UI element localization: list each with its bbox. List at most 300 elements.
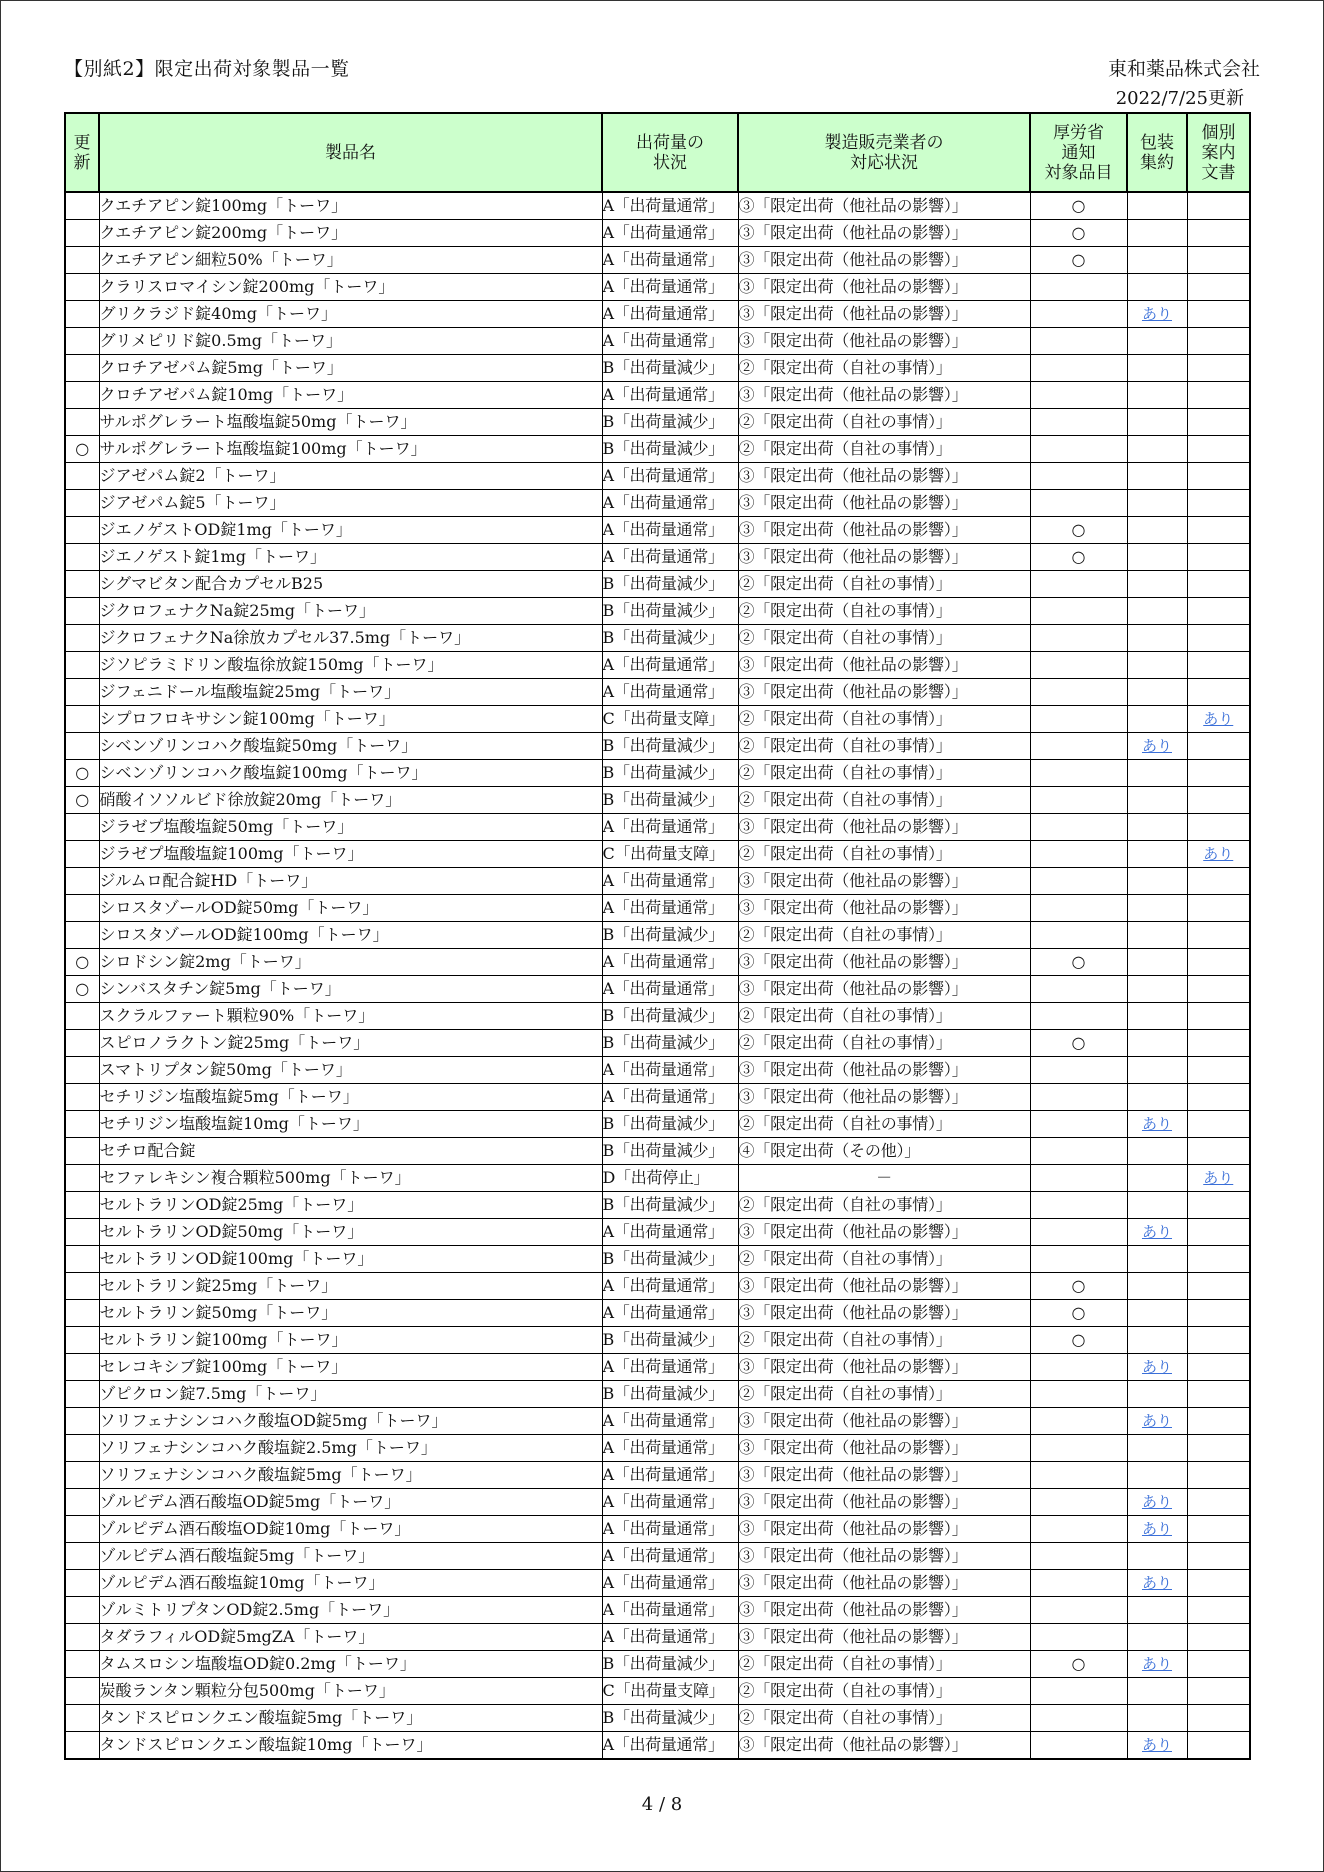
mhlw-target-mark: ○	[1030, 219, 1127, 246]
packaging-consolidation	[1127, 273, 1187, 300]
table-row	[65, 1731, 1250, 1759]
shipment-status: A「出荷量通常」	[602, 1083, 738, 1110]
response-status: ③「限定出荷（他社品の影響）」	[738, 948, 1030, 975]
individual-notice-document	[1187, 1569, 1250, 1596]
response-status: ②「限定出荷（自社の事情）」	[738, 408, 1030, 435]
table-row	[65, 1353, 1250, 1380]
shipment-status: B「出荷量減少」	[602, 1110, 738, 1137]
individual-notice-document	[1187, 894, 1250, 921]
individual-notice-document	[1187, 1407, 1250, 1434]
response-status: ③「限定出荷（他社品の影響）」	[738, 219, 1030, 246]
shipment-status: A「出荷量通常」	[602, 543, 738, 570]
table-row	[65, 1029, 1250, 1056]
packaging-consolidation	[1127, 813, 1187, 840]
individual-notice-document	[1187, 1380, 1250, 1407]
packaging-consolidation-link[interactable]: あり	[1141, 1222, 1172, 1241]
table-row	[65, 300, 1250, 327]
response-status: ③「限定出荷（他社品の影響）」	[738, 246, 1030, 273]
mhlw-target-mark	[1030, 1488, 1127, 1515]
individual-notice-document-link[interactable]: あり	[1203, 1168, 1234, 1187]
update-mark	[65, 219, 99, 246]
packaging-consolidation	[1127, 948, 1187, 975]
packaging-consolidation	[1127, 1731, 1187, 1759]
update-mark	[65, 1191, 99, 1218]
packaging-consolidation	[1127, 1380, 1187, 1407]
product-name: ジラゼプ塩酸塩錠50mg「トーワ」	[99, 813, 602, 840]
response-status: ③「限定出荷（他社品の影響）」	[738, 543, 1030, 570]
packaging-consolidation	[1127, 1245, 1187, 1272]
packaging-consolidation-link[interactable]: あり	[1141, 1114, 1172, 1133]
update-mark	[65, 1272, 99, 1299]
table-row	[65, 894, 1250, 921]
table-row	[65, 192, 1250, 219]
individual-notice-document	[1187, 381, 1250, 408]
mhlw-target-mark	[1030, 435, 1127, 462]
update-mark	[65, 678, 99, 705]
update-mark	[65, 1245, 99, 1272]
individual-notice-document	[1187, 1299, 1250, 1326]
product-name: ゾルピデム酒石酸塩錠10mg「トーワ」	[99, 1569, 602, 1596]
mhlw-target-mark	[1030, 867, 1127, 894]
mhlw-target-mark	[1030, 570, 1127, 597]
product-name: グリクラジド錠40mg「トーワ」	[99, 300, 602, 327]
mhlw-target-mark	[1030, 300, 1127, 327]
update-mark	[65, 1380, 99, 1407]
update-mark	[65, 354, 99, 381]
individual-notice-document	[1187, 1218, 1250, 1245]
header-packaging-line2: 集約	[1140, 152, 1174, 173]
table-row	[65, 786, 1250, 813]
update-mark	[65, 462, 99, 489]
mhlw-target-mark	[1030, 1461, 1127, 1488]
table-row	[65, 1380, 1250, 1407]
mhlw-target-mark	[1030, 1137, 1127, 1164]
product-name: クラリスロマイシン錠200mg「トーワ」	[99, 273, 602, 300]
shipment-status: A「出荷量通常」	[602, 192, 738, 219]
shipment-status: C「出荷量支障」	[602, 840, 738, 867]
shipment-status: B「出荷量減少」	[602, 1029, 738, 1056]
product-name: セチロ配合錠	[99, 1137, 602, 1164]
response-status: ③「限定出荷（他社品の影響）」	[738, 1434, 1030, 1461]
product-name: クエチアピン錠100mg「トーワ」	[99, 192, 602, 219]
individual-notice-document	[1187, 1704, 1250, 1731]
update-mark	[65, 840, 99, 867]
product-name: シプロフロキサシン錠100mg「トーワ」	[99, 705, 602, 732]
table-row	[65, 489, 1250, 516]
table-row	[65, 462, 1250, 489]
table-row	[65, 1164, 1250, 1191]
table-row	[65, 1596, 1250, 1623]
packaging-consolidation	[1127, 435, 1187, 462]
mhlw-target-mark	[1030, 1596, 1127, 1623]
table-row	[65, 408, 1250, 435]
individual-notice-document	[1187, 732, 1250, 759]
header-packaging-line1: 包装	[1140, 132, 1174, 153]
response-status: ②「限定出荷（自社の事情）」	[738, 597, 1030, 624]
update-mark	[65, 1542, 99, 1569]
update-mark	[65, 1218, 99, 1245]
response-status: ②「限定出荷（自社の事情）」	[738, 1704, 1030, 1731]
packaging-consolidation-link[interactable]: あり	[1141, 1735, 1172, 1754]
header-update-line2: 新	[73, 152, 91, 173]
individual-notice-document	[1187, 1056, 1250, 1083]
shipment-status: A「出荷量通常」	[602, 1623, 738, 1650]
mhlw-target-mark	[1030, 678, 1127, 705]
shipment-status: B「出荷量減少」	[602, 1380, 738, 1407]
response-status: ②「限定出荷（自社の事情）」	[738, 435, 1030, 462]
page-number: 4 / 8	[641, 1794, 683, 1815]
shipment-status: A「出荷量通常」	[602, 1299, 738, 1326]
header-mhlw-line1: 厚労省	[1053, 122, 1104, 143]
mhlw-target-mark	[1030, 1191, 1127, 1218]
table-row	[65, 624, 1250, 651]
packaging-consolidation-link[interactable]: あり	[1141, 1492, 1172, 1511]
table-row	[65, 651, 1250, 678]
header-document-line1: 個別	[1201, 122, 1236, 143]
mhlw-target-mark	[1030, 1380, 1127, 1407]
update-mark	[65, 921, 99, 948]
product-name: シロスタゾールOD錠50mg「トーワ」	[99, 894, 602, 921]
packaging-consolidation	[1127, 678, 1187, 705]
update-mark	[65, 300, 99, 327]
mhlw-target-mark	[1030, 1245, 1127, 1272]
individual-notice-document	[1187, 1083, 1250, 1110]
packaging-consolidation	[1127, 975, 1187, 1002]
product-name: サルポグレラート塩酸塩錠50mg「トーワ」	[99, 408, 602, 435]
mhlw-target-mark	[1030, 327, 1127, 354]
mhlw-target-mark	[1030, 1002, 1127, 1029]
response-status: ③「限定出荷（他社品の影響）」	[738, 462, 1030, 489]
mhlw-target-mark	[1030, 705, 1127, 732]
individual-notice-document	[1187, 759, 1250, 786]
mhlw-target-mark	[1030, 381, 1127, 408]
table-row	[65, 840, 1250, 867]
update-mark	[65, 1110, 99, 1137]
shipment-status: A「出荷量通常」	[602, 894, 738, 921]
packaging-consolidation	[1127, 489, 1187, 516]
shipment-status: C「出荷量支障」	[602, 705, 738, 732]
shipment-status: A「出荷量通常」	[602, 1515, 738, 1542]
update-mark	[65, 1623, 99, 1650]
packaging-consolidation-link[interactable]: あり	[1141, 1573, 1172, 1592]
table-row	[65, 678, 1250, 705]
response-status: ②「限定出荷（自社の事情）」	[738, 1380, 1030, 1407]
shipment-status: A「出荷量通常」	[602, 219, 738, 246]
packaging-consolidation	[1127, 1704, 1187, 1731]
shipment-status: A「出荷量通常」	[602, 651, 738, 678]
mhlw-target-mark	[1030, 1542, 1127, 1569]
mhlw-target-mark	[1030, 462, 1127, 489]
header-shipment	[602, 113, 738, 192]
product-name: シロスタゾールOD錠100mg「トーワ」	[99, 921, 602, 948]
update-mark	[65, 1002, 99, 1029]
packaging-consolidation	[1127, 1515, 1187, 1542]
packaging-consolidation	[1127, 246, 1187, 273]
product-name: ジルムロ配合錠HD「トーワ」	[99, 867, 602, 894]
mhlw-target-mark	[1030, 1164, 1127, 1191]
mhlw-target-mark	[1030, 1218, 1127, 1245]
individual-notice-document	[1187, 597, 1250, 624]
header-packaging	[1127, 113, 1187, 192]
update-mark	[65, 1407, 99, 1434]
response-status: ③「限定出荷（他社品の影響）」	[738, 1488, 1030, 1515]
shipment-status: A「出荷量通常」	[602, 273, 738, 300]
mhlw-target-mark	[1030, 624, 1127, 651]
response-status: ②「限定出荷（自社の事情）」	[738, 921, 1030, 948]
response-status: ③「限定出荷（他社品の影響）」	[738, 975, 1030, 1002]
product-name: セルトラリンOD錠100mg「トーワ」	[99, 1245, 602, 1272]
mhlw-target-mark	[1030, 759, 1127, 786]
shipment-status: A「出荷量通常」	[602, 1407, 738, 1434]
table-row	[65, 1110, 1250, 1137]
table-row	[65, 705, 1250, 732]
shipment-status: A「出荷量通常」	[602, 246, 738, 273]
update-mark	[65, 543, 99, 570]
update-mark	[65, 408, 99, 435]
mhlw-target-mark: ○	[1030, 246, 1127, 273]
response-status: ②「限定出荷（自社の事情）」	[738, 1002, 1030, 1029]
individual-notice-document	[1187, 1002, 1250, 1029]
mhlw-target-mark	[1030, 1731, 1127, 1759]
update-mark	[65, 1704, 99, 1731]
product-name: ゾルピデム酒石酸塩OD錠10mg「トーワ」	[99, 1515, 602, 1542]
shipment-status: A「出荷量通常」	[602, 489, 738, 516]
table-row	[65, 327, 1250, 354]
table-row	[65, 219, 1250, 246]
table-row	[65, 813, 1250, 840]
product-name: ジエノゲスト錠1mg「トーワ」	[99, 543, 602, 570]
product-name: スクラルファート顆粒90%「トーワ」	[99, 1002, 602, 1029]
header-response	[738, 113, 1030, 192]
individual-notice-document-link[interactable]: あり	[1203, 709, 1234, 728]
response-status: ②「限定出荷（自社の事情）」	[738, 786, 1030, 813]
packaging-consolidation-link[interactable]: あり	[1141, 1654, 1172, 1673]
response-status: ③「限定出荷（他社品の影響）」	[738, 1623, 1030, 1650]
shipment-status: A「出荷量通常」	[602, 1596, 738, 1623]
shipment-status: B「出荷量減少」	[602, 786, 738, 813]
individual-notice-document	[1187, 1677, 1250, 1704]
product-name: サルポグレラート塩酸塩錠100mg「トーワ」	[99, 435, 602, 462]
individual-notice-document	[1187, 543, 1250, 570]
packaging-consolidation	[1127, 651, 1187, 678]
packaging-consolidation	[1127, 1623, 1187, 1650]
mhlw-target-mark	[1030, 732, 1127, 759]
update-mark	[65, 597, 99, 624]
individual-notice-document	[1187, 705, 1250, 732]
mhlw-target-mark	[1030, 1083, 1127, 1110]
response-status: ②「限定出荷（自社の事情）」	[738, 840, 1030, 867]
product-name: クロチアゼパム錠10mg「トーワ」	[99, 381, 602, 408]
packaging-consolidation	[1127, 894, 1187, 921]
product-name: ソリフェナシンコハク酸塩錠5mg「トーワ」	[99, 1461, 602, 1488]
mhlw-target-mark	[1030, 1623, 1127, 1650]
packaging-consolidation	[1127, 732, 1187, 759]
shipment-status: A「出荷量通常」	[602, 1434, 738, 1461]
packaging-consolidation	[1127, 1407, 1187, 1434]
update-mark	[65, 732, 99, 759]
response-status: ③「限定出荷（他社品の影響）」	[738, 1596, 1030, 1623]
mhlw-target-mark	[1030, 1353, 1127, 1380]
individual-notice-document-link[interactable]: あり	[1203, 844, 1234, 863]
response-status: ②「限定出荷（自社の事情）」	[738, 1029, 1030, 1056]
packaging-consolidation	[1127, 1056, 1187, 1083]
individual-notice-document	[1187, 1029, 1250, 1056]
shipment-status: A「出荷量通常」	[602, 1353, 738, 1380]
response-status: ③「限定出荷（他社品の影響）」	[738, 1461, 1030, 1488]
header-update	[65, 113, 99, 192]
table-row	[65, 1002, 1250, 1029]
response-status: ③「限定出荷（他社品の影響）」	[738, 327, 1030, 354]
shipment-status: A「出荷量通常」	[602, 1731, 738, 1759]
packaging-consolidation	[1127, 1596, 1187, 1623]
packaging-consolidation	[1127, 921, 1187, 948]
packaging-consolidation-link[interactable]: あり	[1141, 736, 1172, 755]
product-name: ジアゼパム錠5「トーワ」	[99, 489, 602, 516]
table-row	[65, 921, 1250, 948]
shipment-status: D「出荷停止」	[602, 1164, 738, 1191]
update-mark: ○	[65, 975, 99, 1002]
packaging-consolidation	[1127, 1137, 1187, 1164]
response-status: ③「限定出荷（他社品の影響）」	[738, 867, 1030, 894]
individual-notice-document	[1187, 948, 1250, 975]
response-status: ③「限定出荷（他社品の影響）」	[738, 1083, 1030, 1110]
update-mark	[65, 489, 99, 516]
individual-notice-document	[1187, 408, 1250, 435]
shipment-status: B「出荷量減少」	[602, 435, 738, 462]
shipment-status: B「出荷量減少」	[602, 759, 738, 786]
shipment-status: A「出荷量通常」	[602, 1272, 738, 1299]
mhlw-target-mark: ○	[1030, 1650, 1127, 1677]
response-status: ②「限定出荷（自社の事情）」	[738, 1677, 1030, 1704]
response-status: ②「限定出荷（自社の事情）」	[738, 1110, 1030, 1137]
mhlw-target-mark	[1030, 1110, 1127, 1137]
shipment-status: A「出荷量通常」	[602, 813, 738, 840]
response-status: ③「限定出荷（他社品の影響）」	[738, 651, 1030, 678]
table-row	[65, 1434, 1250, 1461]
shipment-status: A「出荷量通常」	[602, 462, 738, 489]
packaging-consolidation	[1127, 381, 1187, 408]
product-table	[64, 112, 1251, 1760]
packaging-consolidation	[1127, 300, 1187, 327]
header-document	[1187, 113, 1250, 192]
header-mhlw-line2: 通知	[1061, 142, 1096, 163]
product-name: セルトラリンOD錠25mg「トーワ」	[99, 1191, 602, 1218]
product-name: セチリジン塩酸塩錠10mg「トーワ」	[99, 1110, 602, 1137]
update-mark	[65, 192, 99, 219]
product-name: 硝酸イソソルビド徐放錠20mg「トーワ」	[99, 786, 602, 813]
response-status: ③「限定出荷（他社品の影響）」	[738, 1569, 1030, 1596]
response-status: ②「限定出荷（自社の事情）」	[738, 570, 1030, 597]
response-status: ③「限定出荷（他社品の影響）」	[738, 1272, 1030, 1299]
header-update-line1: 更	[73, 132, 91, 153]
table-row	[65, 948, 1250, 975]
table-row	[65, 1056, 1250, 1083]
table-row	[65, 1218, 1250, 1245]
packaging-consolidation	[1127, 1488, 1187, 1515]
packaging-consolidation-link[interactable]: あり	[1141, 1411, 1172, 1430]
product-name: ソリフェナシンコハク酸塩錠2.5mg「トーワ」	[99, 1434, 602, 1461]
mhlw-target-mark	[1030, 273, 1127, 300]
individual-notice-document	[1187, 840, 1250, 867]
individual-notice-document	[1187, 1434, 1250, 1461]
shipment-status: A「出荷量通常」	[602, 678, 738, 705]
product-name: ジクロフェナクNa徐放カプセル37.5mg「トーワ」	[99, 624, 602, 651]
shipment-status: B「出荷量減少」	[602, 570, 738, 597]
packaging-consolidation	[1127, 354, 1187, 381]
shipment-status: A「出荷量通常」	[602, 327, 738, 354]
update-mark	[65, 867, 99, 894]
product-name: セルトラリン錠50mg「トーワ」	[99, 1299, 602, 1326]
shipment-status: A「出荷量通常」	[602, 1218, 738, 1245]
product-name: シンバスタチン錠5mg「トーワ」	[99, 975, 602, 1002]
header-mhlw-line3: 対象品目	[1044, 162, 1113, 183]
response-status: ③「限定出荷（他社品の影響）」	[738, 1407, 1030, 1434]
table-row	[65, 1299, 1250, 1326]
packaging-consolidation-link[interactable]: あり	[1141, 1357, 1172, 1376]
shipment-status: B「出荷量減少」	[602, 624, 738, 651]
update-date: 2022/7/25更新	[1115, 88, 1244, 109]
individual-notice-document	[1187, 678, 1250, 705]
packaging-consolidation-link[interactable]: あり	[1141, 304, 1172, 323]
response-status: ②「限定出荷（自社の事情）」	[738, 732, 1030, 759]
header-shipment-line2: 状況	[653, 152, 687, 173]
product-name: タムスロシン塩酸塩OD錠0.2mg「トーワ」	[99, 1650, 602, 1677]
response-status: ②「限定出荷（自社の事情）」	[738, 1245, 1030, 1272]
mhlw-target-mark: ○	[1030, 1029, 1127, 1056]
mhlw-target-mark	[1030, 1515, 1127, 1542]
shipment-status: A「出荷量通常」	[602, 948, 738, 975]
packaging-consolidation	[1127, 192, 1187, 219]
mhlw-target-mark	[1030, 1056, 1127, 1083]
table-row	[65, 543, 1250, 570]
mhlw-target-mark	[1030, 840, 1127, 867]
product-name: シベンゾリンコハク酸塩錠100mg「トーワ」	[99, 759, 602, 786]
individual-notice-document	[1187, 624, 1250, 651]
response-status: ②「限定出荷（自社の事情）」	[738, 624, 1030, 651]
packaging-consolidation	[1127, 327, 1187, 354]
response-status: ③「限定出荷（他社品の影響）」	[738, 1515, 1030, 1542]
update-mark	[65, 705, 99, 732]
update-mark	[65, 1029, 99, 1056]
individual-notice-document	[1187, 975, 1250, 1002]
table-row	[65, 1461, 1250, 1488]
shipment-status: B「出荷量減少」	[602, 1191, 738, 1218]
response-status: ②「限定出荷（自社の事情）」	[738, 759, 1030, 786]
mhlw-target-mark	[1030, 1407, 1127, 1434]
header-document-line3: 文書	[1201, 162, 1236, 183]
mhlw-target-mark	[1030, 651, 1127, 678]
shipment-status: B「出荷量減少」	[602, 1245, 738, 1272]
update-mark	[65, 1353, 99, 1380]
individual-notice-document	[1187, 1542, 1250, 1569]
header-response-line1: 製造販売業者の	[824, 132, 944, 153]
update-mark	[65, 1596, 99, 1623]
product-name: シロドシン錠2mg「トーワ」	[99, 948, 602, 975]
individual-notice-document	[1187, 1272, 1250, 1299]
response-status: ③「限定出荷（他社品の影響）」	[738, 489, 1030, 516]
response-status: ④「限定出荷（その他）」	[738, 1137, 1030, 1164]
table-row	[65, 1326, 1250, 1353]
product-name: タンドスピロンクエン酸塩錠5mg「トーワ」	[99, 1704, 602, 1731]
product-name: シグマビタン配合カプセルB25	[99, 570, 602, 597]
table-row	[65, 1515, 1250, 1542]
product-name: タンドスピロンクエン酸塩錠10mg「トーワ」	[99, 1731, 602, 1759]
header-shipment-line1: 出荷量の	[636, 132, 704, 153]
update-mark	[65, 1299, 99, 1326]
response-status: ②「限定出荷（自社の事情）」	[738, 354, 1030, 381]
individual-notice-document	[1187, 1515, 1250, 1542]
packaging-consolidation-link[interactable]: あり	[1141, 1519, 1172, 1538]
